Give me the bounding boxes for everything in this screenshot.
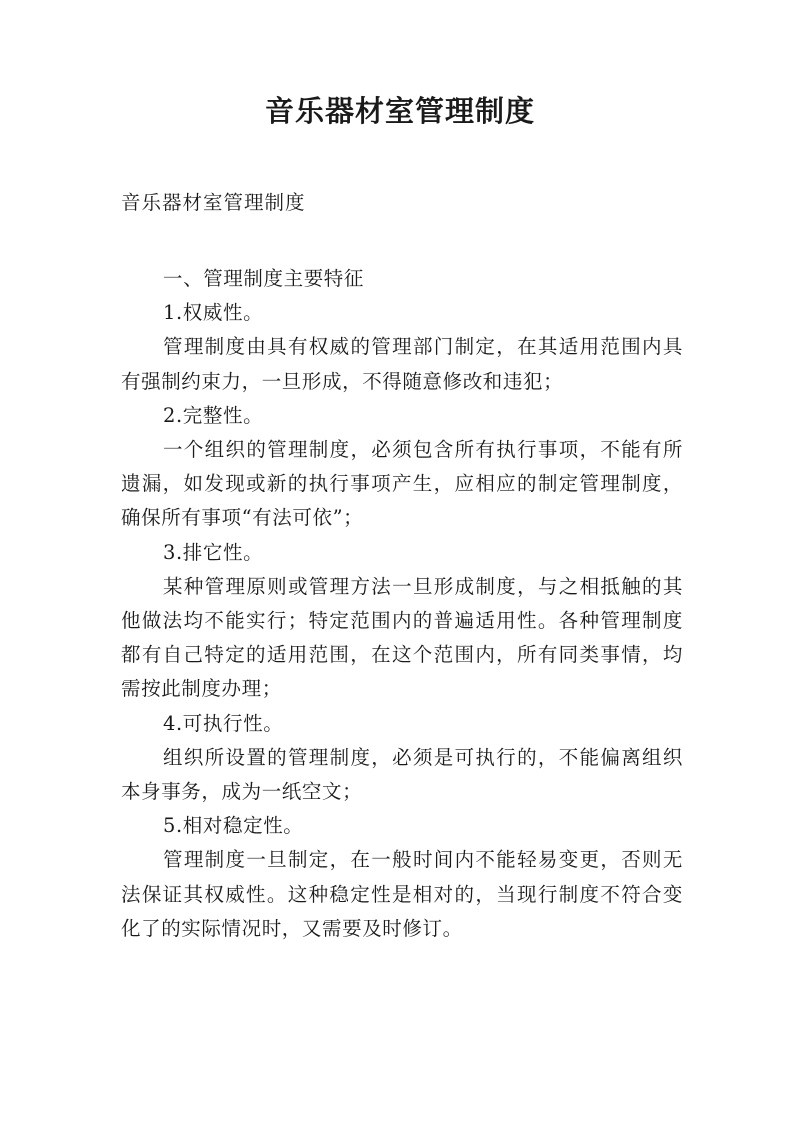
document-subtitle: 音乐器材室管理制度: [121, 191, 306, 214]
item-body-1: 管理制度由具有权威的管理部门制定，在其适用范围内具有强制约束力，一旦形成，不得随意修改和违犯；: [121, 335, 683, 393]
item-heading-5: 5.相对稳定性。: [163, 814, 304, 838]
item-heading-3: 3.排它性。: [163, 540, 264, 564]
item-body-4: 组织所设置的管理制度，必须是可执行的，不能偏离组织本身事务，成为一纸空文；: [121, 745, 683, 804]
document-body: [121, 262, 683, 946]
item-body-2: 一个组织的管理制度，必须包含所有执行事项，不能有所遗漏，如发现或新的执行事项产生，应相应的制定管理制度，确保所有事项“有法可依”；: [121, 438, 683, 530]
item-body-3: 某种管理原则或管理方法一旦形成制度，与之相抵触的其他做法均不能实行；特定范围内的普遍适用性。各种管理制度都有自己特定的适用范围，在这个范围内，所有同类事情，均需按此制度办理；: [121, 574, 683, 701]
document-title: 音乐器材室管理制度: [264, 94, 535, 128]
item-heading-4: 4.可执行性。: [163, 711, 284, 735]
item-heading-2: 2.完整性。: [163, 403, 264, 427]
item-body-5: 管理制度一旦制定，在一般时间内不能轻易变更，否则无法保证其权威性。这种稳定性是相对的，当现行制度不符合变化了的实际情况时，又需要及时修订。: [121, 848, 683, 940]
section-heading: 一、管理制度主要特征: [163, 267, 365, 290]
item-heading-1: 1.权威性。: [163, 301, 264, 325]
